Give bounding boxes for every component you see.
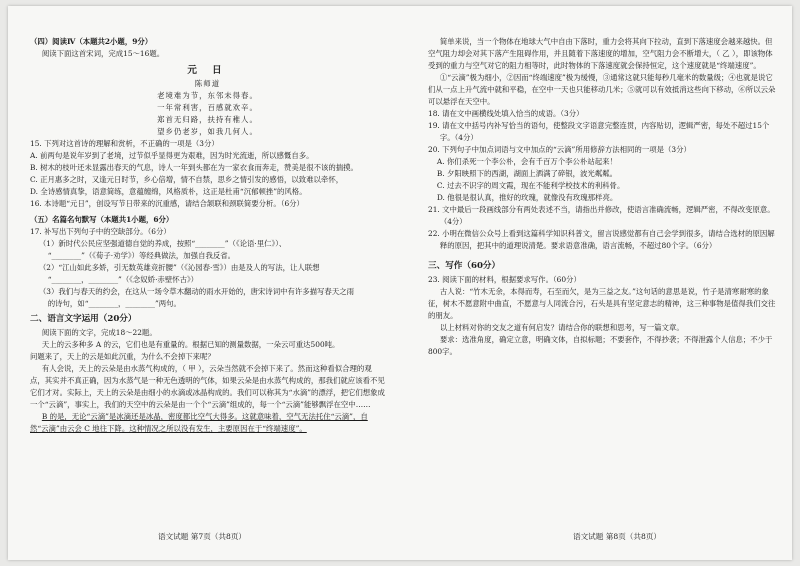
passage-paragraph: 问题来了，天上的云是如此沉重，为什么不会掉下来呢？ xyxy=(30,351,215,361)
q15-option-c: C. 正月惠多之时，又逢元日时节，乡心倍增，情不自禁，思乡之情引发的感悟，以致难以牵怀， xyxy=(30,175,344,185)
passage-continued: ①“云滴”极为细小，②因而“终端速度”极为缓慢，③通常这就只能每秒几毫米的数量级；④也就是说它们从一点上升气流中就和平稳，在空中一天也只能移动几米；⑤就可以有效抵消这些向下移动，⑥所以云朵可以悬浮在天空中。 xyxy=(428,72,776,106)
q17-item: “________，________”（《念奴娇·赤壁怀古》） xyxy=(47,275,199,285)
question-20: 20. 下列句子中加点词语与文中加点的“云滴”所用修辞方法相同的一项是（3分） xyxy=(428,144,691,154)
question-19: 19. 请在文中括号内补写恰当的语句，使整段文字语意完整连贯，内容贴切，逻辑严密，每处不超过15个字。（4分） xyxy=(428,120,770,142)
q17-item: （2）“江山如此多娇，引无数英雄竞折腰”（《沁园春·雪》）由是及人的写法，让人联想 xyxy=(38,263,320,273)
poem-line: 郑首无归路，扶持有稚人。 xyxy=(157,115,258,125)
writing-section-heading: 三、写作（60分） xyxy=(428,260,501,271)
part4-intro: 阅读下面这首宋词，完成15～16题。 xyxy=(41,48,165,58)
passage-paragraph: 天上的云多种多 A 的云，它们也是有重量的。根据已知的测量数据，一朵云可重达500吨。 xyxy=(41,339,340,349)
poem-line: 望乡仍老岁，如我几何人。 xyxy=(157,127,258,137)
part4-heading: （四）阅读Ⅳ（本题共2小题，9分） xyxy=(30,37,153,46)
part5-heading: （五）名篇名句默写（本题共1小题，6分） xyxy=(30,215,174,225)
right-page xyxy=(428,36,778,358)
poem-line: 老境难为节，东邻未得春。 xyxy=(157,91,258,101)
exam-sheet xyxy=(8,6,792,560)
poem-author: 陈师道 xyxy=(194,79,221,89)
q15-option-d: D. 全诗感情真挚，语意简练，意蕴缠绵，风格质朴，这正是杜甫“沉郁顿挫”的风格。 xyxy=(30,187,307,197)
passage-paragraph-underlined: B 的是，无论“云滴”是冰滴还是冰晶，密度都比空气大得多。这就意味着，空气无法托住“云滴”，自然“云滴”由云会 C 地往下降。这种情况之所以没有发生，主要原因在于“终端速度”。 xyxy=(30,411,368,433)
q20-option-b: B. 夕阳映照下的西湖，湖面上洒满了碎银，波光粼粼。 xyxy=(436,168,617,178)
language-section-heading: 二、语言文字运用（20分） xyxy=(30,314,137,325)
page-footer-7: 语文试题 第7页（共8页） xyxy=(158,532,247,541)
q17-item: 的诗句，如“________，________”两句。 xyxy=(47,299,181,309)
question-23: 23. 阅读下面的材料，根据要求写作。（60分） xyxy=(428,274,581,284)
language-intro: 阅读下面的文字，完成18～22题。 xyxy=(41,327,157,337)
q17-item: （3）我们与春天的约会，在这从一场令草木翻动的雨水开始的，唐宋诗词中有许多描写春天之雨 xyxy=(38,287,354,297)
left-page xyxy=(30,36,385,435)
q23-prompt: 以上材料对你的交友之道有何启发？请结合你的联想和思考，写一篇文章。 xyxy=(439,322,684,332)
passage-continued: 简单来说，当一个物体在地球大气中自由下落时，重力会将其向下拉动，直到下落速度会越来越快。但空气阻力却会对其下落产生阻碍作用，并且随着下落速度的增加，空气阻力会不断增大，（ 乙 ），即该物体受到的重力与空气对它的阻力相等时，此时物体的下落速度就会保持恒定，这个速度就是“终端速度”。 xyxy=(428,37,773,70)
q23-requirements: 要求：选准角度，确定立意，明确文体，自拟标题；不要套作，不得抄袭；不得泄露个人信息；不少于800字。 xyxy=(428,334,773,356)
q17-item: （1）新时代公民应坚强道德自觉的养成，按照“________”（《论语·里仁》）、 xyxy=(38,239,287,249)
q17-item: “________”（《荀子·劝学》）等经典做法，加强自我反省。 xyxy=(47,251,236,261)
q20-option-d: D. 他很是很认真，推好的玫瑰，就像没有玫瑰那样亮。 xyxy=(436,192,618,202)
poem-line: 一年常利害，百感就欢辛。 xyxy=(157,103,258,113)
question-16: 16. 本诗题“元日”，创设写节日带来的沉重感，请结合颔联和颈联简要分析。（6分） xyxy=(30,199,304,209)
passage-paragraph: 有人会说，天上的云朵是由水蒸气构成的，（ 甲 ），云朵当然就不会掉下来了。然而这种看似合理的观点，其实并不真正确，因为水蒸气是一种无色透明的气体，如果云朵是由水蒸气构成的，那我们就应该看不见它们才对。实际上，天上的云朵是由细小的水滴或冰晶构成的。我们可以称其为“水滴”的漂浮，把它们想象成一个“云滴”，事实上，我们的天空中的云朵是由一个个“云滴”组成的，每一个“云滴”能够飘浮在空中…… xyxy=(30,363,385,409)
q15-option-b: B. 树木的枝叶还未显露出春天的气息，诗人一年到头都在为一家衣食而奔走，赞美是很不该的揣摸。 xyxy=(30,163,358,173)
page-footer-8: 语文试题 第8页（共8页） xyxy=(573,532,662,541)
question-15: 15. 下列对这首诗的理解和赏析，不正确的一项是（3分） xyxy=(30,139,219,149)
q15-option-a: A. 前两句是说年岁到了老境，过节似乎显得更为艰难，因为时光流逝，所以感慨自多。 xyxy=(30,151,314,161)
poem-title: 元 日 xyxy=(187,64,228,76)
q20-option-a: A. 你们杀死一个李公朴，会有千百万个李公朴站起来！ xyxy=(436,156,617,166)
question-22: 22. 小明在微信公众号上看到这篇科学知识科普文，留言说感觉都有自己会学到很多，请结合选材的原因解释的原因，把其中的道理说清楚。要求语意准确，语言流畅，不超过80个字。（6分） xyxy=(428,228,775,250)
question-17: 17. 补写出下列句子中的空缺部分。（6分） xyxy=(30,227,171,237)
question-21: 21. 文中最后一段画线部分有两处表述不当，请指出并修改，使语言准确流畅，逻辑严密，不得改变原意。（4分） xyxy=(428,204,775,226)
question-18: 18. 请在文中画横线处填入恰当的成语。（3分） xyxy=(428,108,584,118)
q20-option-c: C. 过去不识字的周文霞，现在不能利学校技术的利科骨。 xyxy=(436,180,625,190)
q23-material: 古人说：“竹木无余，本得而寿，石至而欠，是为三益之友。”这句话的意思是说，竹子是清寒耐寒的象征，树木不愿意附中曲直，不愿意与人同流合污，石头是具有坚定意志的精神，这三种事物是值得我们交往的朋友。 xyxy=(428,286,776,320)
